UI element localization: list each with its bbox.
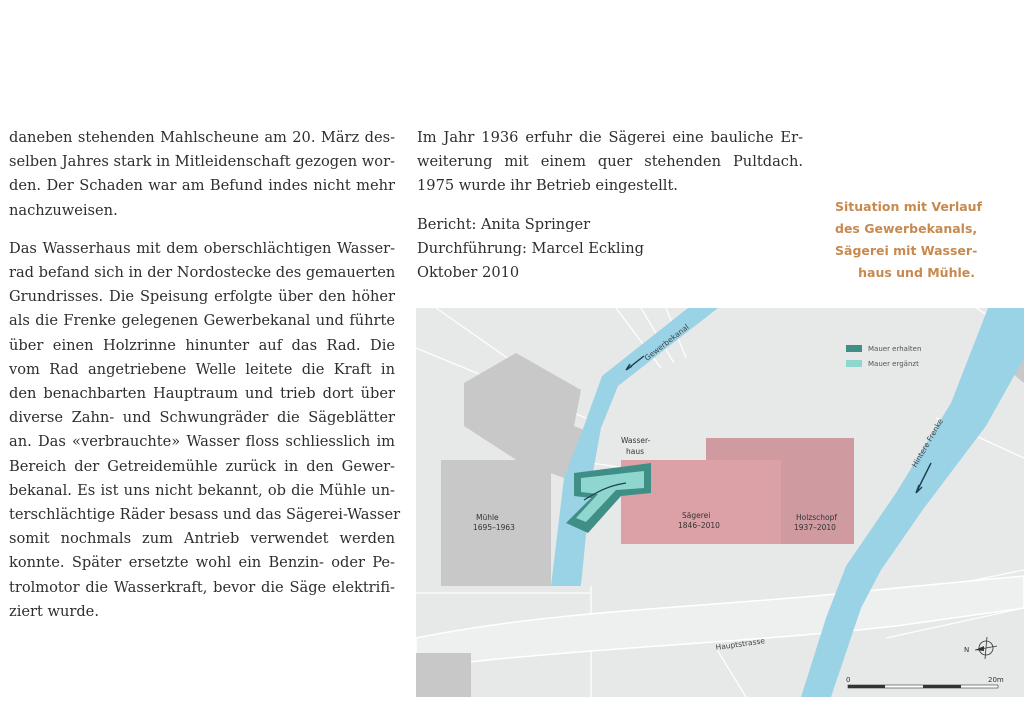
label-wasserhaus-2: haus (626, 447, 645, 456)
left-text-line: konnte. Später ersetzte wohl ein Benzin- oder Pe- (9, 554, 395, 572)
left-text-line: den benachbarten Hauptraum und trieb dort über (9, 385, 395, 403)
scale-start: 0 (846, 676, 851, 684)
left-text-line: Bereich der Getreidemühle zurück in den Gewer- (9, 457, 395, 475)
north-label: N (964, 646, 970, 654)
label-hintere-frenke: Hintere Frenke (909, 417, 946, 469)
label-wasserhaus-1: Wasser- (621, 436, 651, 445)
label-hauptstrasse: Hauptstrasse (715, 636, 766, 652)
left-text-line: an. Das «verbrauchte» Wasser floss schliesslich im (9, 433, 395, 451)
scale-end: 20m (988, 676, 1004, 684)
left-text-line: rad befand sich in der Nordostecke des gemauerten (9, 264, 396, 282)
gray-building-southwest (416, 653, 471, 697)
left-text-line: Das Wasserhaus mit dem oberschlächtigen Wasser- (9, 239, 395, 257)
caption-line: Situation mit Verlauf (835, 199, 983, 214)
left-text-line: bekanal. Es ist uns nicht bekannt, ob die Mühle un- (9, 481, 395, 499)
legend-label-ergaenzt: Mauer ergänzt (868, 360, 919, 368)
legend-label-erhalten: Mauer erhalten (868, 345, 922, 353)
left-text-line: über einen Holzrinne hinunter auf das Rad. Die (9, 336, 395, 354)
caption-line: des Gewerbekanals, (835, 221, 978, 236)
map-caption (835, 196, 983, 284)
label-holzschopf-name: Holzschopf (796, 513, 838, 522)
legend-swatch-erhalten (846, 345, 862, 352)
left-text-line: terschlächtige Räder besass und das Sägerei-Wasser (9, 506, 401, 524)
credit-line: Oktober 2010 (417, 264, 520, 282)
site-map (416, 308, 1024, 697)
label-saegerei-years: 1846–2010 (678, 521, 720, 530)
credit-line: Durchführung: Marcel Eckling (417, 239, 645, 257)
right-text-line: 1975 wurde ihr Betrieb eingestellt. (417, 177, 678, 195)
left-text-line: nachzuweisen. (9, 201, 118, 219)
label-gewerbekanal: Gewerbekanal (642, 322, 691, 363)
caption-line: haus und Mühle. (858, 265, 975, 280)
right-text-line: weiterung mit einem quer stehenden Pultdach. (417, 153, 803, 171)
left-text-line: diverse Zahn- und Schwungräder die Sägeblätter (9, 409, 395, 427)
credit-line: Bericht: Anita Springer (417, 215, 591, 233)
left-text-line: vom Rad angetriebene Welle leitete die Kraft in (9, 360, 395, 378)
left-text-line: als die Frenke gelegenen Gewerbekanal und führte (9, 312, 395, 330)
label-muehle-years: 1695–1963 (473, 523, 515, 532)
label-muehle-name: Mühle (476, 513, 499, 522)
label-holzschopf-years: 1937–2010 (794, 523, 836, 532)
left-text-line: somit nochmals zum Antrieb verwendet werden (9, 530, 395, 548)
caption-line: Sägerei mit Wasser- (835, 243, 978, 258)
left-text-line: trolmotor die Wasserkraft, bevor die Säge elektrifi- (9, 578, 395, 596)
right-text-column (417, 126, 803, 285)
left-text-line: ziert wurde. (9, 602, 99, 620)
left-text-line: selben Jahres stark in Mitleidenschaft gezogen wor- (9, 153, 395, 171)
left-text-column (9, 126, 401, 624)
right-text-line: Im Jahr 1936 erfuhr die Sägerei eine bauliche Er- (417, 129, 803, 146)
left-text-line: den. Der Schaden war am Befund indes nicht mehr (9, 177, 395, 195)
label-saegerei-name: Sägerei (682, 511, 711, 520)
legend-swatch-ergaenzt (846, 360, 862, 367)
left-text-line: Grundrisses. Die Speisung erfolgte über den höher (9, 288, 395, 306)
left-text-line: daneben stehenden Mahlscheune am 20. März des- (9, 129, 395, 146)
